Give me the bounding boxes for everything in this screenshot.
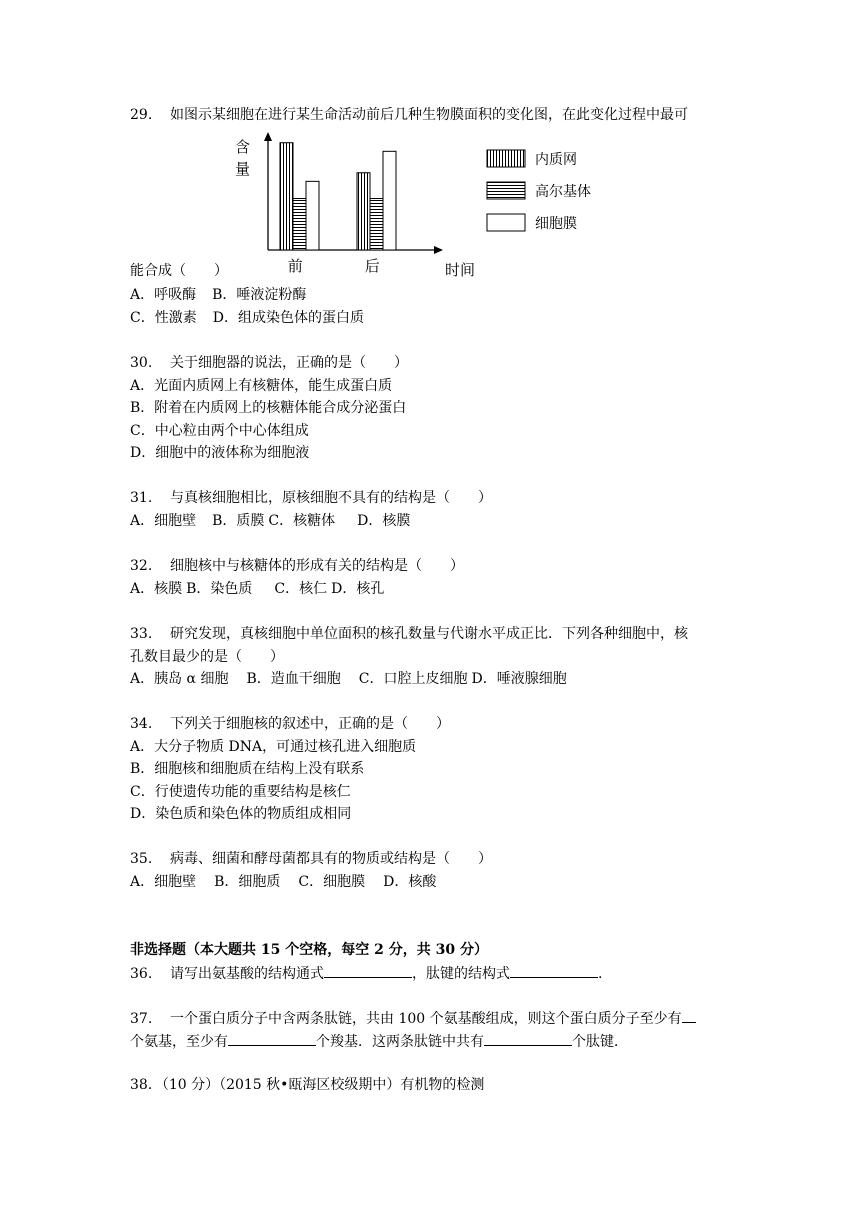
question-32-stem: 32. 细胞核中与核糖体的形成有关的结构是（ ） xyxy=(130,558,464,574)
y-axis-label-1: 含 xyxy=(235,138,251,156)
legend-label: 内质网 xyxy=(535,152,577,168)
option-a: A．呼吸酶 xyxy=(130,287,197,303)
question-29-stem-cont: 能合成（ ） xyxy=(130,263,228,279)
option-c: C．性激素 xyxy=(130,310,197,326)
question-number: 34. xyxy=(130,716,153,732)
question-number: 30. xyxy=(130,355,153,371)
question-33-stem: 33. 研究发现，真核细胞中单位面积的核孔数量与代谢水平成正比．下列各种细胞中，核 xyxy=(130,626,688,642)
option-b: B．唾液淀粉酶 xyxy=(212,287,307,303)
question-30-option-a: A．光面内质网上有核糖体，能生成蛋白质 xyxy=(130,378,393,394)
legend-label: 高尔基体 xyxy=(535,184,591,200)
question-30-option-b: B．附着在内质网上的核糖体能合成分泌蛋白 xyxy=(130,400,407,416)
legend-swatch xyxy=(487,182,525,199)
x-axis-arrow xyxy=(434,246,443,254)
question-31-stem: 31. 与真核细胞相比，原核细胞不具有的结构是（ ） xyxy=(130,490,492,506)
bar-2-2 xyxy=(370,199,383,250)
question-37-cont: 个氨基，至少有 个羧基．这两条肽链中共有 个肽键． xyxy=(130,1031,628,1051)
question-30-option-c: C．中心粒由两个中心体组成 xyxy=(130,423,309,439)
bar-2-1 xyxy=(357,173,370,250)
x-axis-label: 时间 xyxy=(445,261,476,279)
question-number: 36. xyxy=(130,966,153,982)
question-34-stem: 34. 下列关于细胞核的叙述中，正确的是（ ） xyxy=(130,716,450,732)
legend-swatch xyxy=(487,150,525,167)
legend-label: 细胞膜 xyxy=(535,216,577,232)
option-d: D．组成染色体的蛋白质 xyxy=(212,310,364,326)
y-axis-arrow xyxy=(264,132,272,141)
question-29-options-row2 xyxy=(130,309,364,327)
bar-2-3 xyxy=(383,151,396,250)
answer-blank[interactable] xyxy=(228,1031,316,1046)
question-number: 35. xyxy=(130,851,153,867)
question-31-options: A．细胞壁 B．质膜 C．核糖体 D．核膜 xyxy=(130,513,411,529)
answer-blank[interactable] xyxy=(510,963,598,978)
legend-swatch xyxy=(487,214,525,231)
bar-1-3 xyxy=(306,181,319,250)
question-number: 31. xyxy=(130,490,153,506)
membrane-area-chart xyxy=(225,130,620,280)
question-36: 36. 请写出氨基酸的结构通式 ，肽键的结构式 . xyxy=(130,963,602,983)
question-35-options: A．细胞壁 B．细胞质 C．细胞膜 D．核酸 xyxy=(130,874,437,890)
question-29-stem: 29. 如图示某细胞在进行某生命活动前后几种生物膜面积的变化图，在此变化过程中最可 xyxy=(130,107,688,123)
question-38: 38．（10 分）（2015 秋•瓯海区校级期中）有机物的检测 xyxy=(130,1077,485,1093)
question-34-option-b: B．细胞核和细胞质在结构上没有联系 xyxy=(130,761,365,777)
bar-1-2 xyxy=(293,199,306,250)
category-label: 前 xyxy=(287,257,303,275)
question-34-option-a: A．大分子物质 DNA，可通过核孔进入细胞质 xyxy=(130,739,417,755)
question-32-options: A．核膜 B．染色质 C．核仁 D．核孔 xyxy=(130,581,385,597)
y-axis-label-2: 量 xyxy=(235,160,251,178)
answer-blank[interactable] xyxy=(484,1031,572,1046)
question-number: 37. xyxy=(130,1011,153,1027)
question-34-option-d: D．染色质和染色体的物质组成相同 xyxy=(130,806,352,822)
question-33-options: A．胰岛 α 细胞 B．造血干细胞 C．口腔上皮细胞 D．唾液腺细胞 xyxy=(130,671,567,687)
question-29-options-row1 xyxy=(130,286,306,304)
question-35-stem: 35. 病毒、细菌和酵母菌都具有的物质或结构是（ ） xyxy=(130,851,492,867)
bar-1-1 xyxy=(280,143,293,250)
question-30-stem: 30. 关于细胞器的说法，正确的是（ ） xyxy=(130,355,408,371)
question-33-stem-cont: 孔数目最少的是（ ） xyxy=(130,649,284,665)
question-number: 33. xyxy=(130,626,153,642)
question-number: 32. xyxy=(130,558,153,574)
section-title: 非选择题（本大题共 15 个空格，每空 2 分，共 30 分） xyxy=(130,942,488,958)
answer-blank[interactable] xyxy=(682,1008,696,1023)
question-34-option-c: C．行使遗传功能的重要结构是核仁 xyxy=(130,784,351,800)
question-37: 37. 一个蛋白质分子中含两条肽链，共由 100 个氨基酸组成，则这个蛋白质分子至少有 xyxy=(130,1008,696,1028)
question-30-option-d: D．细胞中的液体称为细胞液 xyxy=(130,445,310,461)
category-label: 后 xyxy=(364,257,380,275)
question-number: 29. xyxy=(130,107,153,123)
answer-blank[interactable] xyxy=(324,963,412,978)
